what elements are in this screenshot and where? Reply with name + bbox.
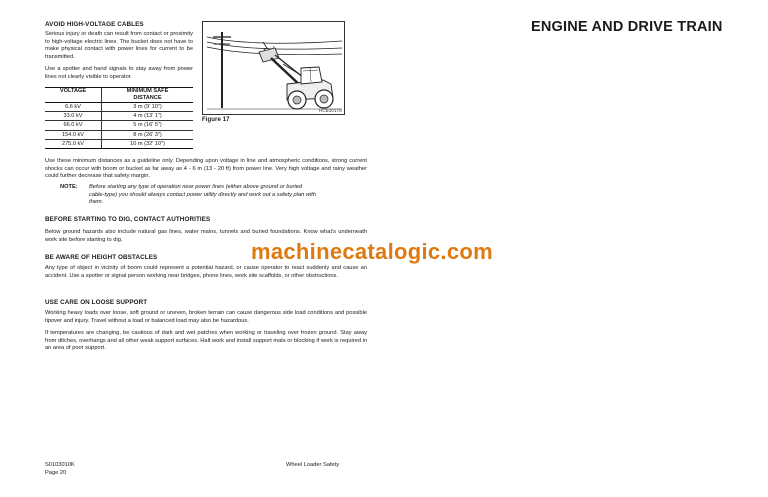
table-header-voltage: VOLTAGE <box>45 88 102 103</box>
footer-doc-number: S0103010K <box>45 462 75 468</box>
table-row <box>45 130 193 139</box>
table-header-row <box>45 88 193 103</box>
section-title: ENGINE AND DRIVE TRAIN <box>531 19 723 35</box>
note-text-line1: Before starting any type of operation near power lines (either above ground or buried <box>89 184 303 190</box>
table-row <box>45 139 193 148</box>
table-cell-distance: 4 m (13' 1") <box>102 112 194 121</box>
watermark-text: machinecatalogic.com <box>251 239 493 264</box>
guideline-paragraph: Use these minimum distances as a guideline only. Depending upon voltage in line and atmospheric conditions, strong current shocks can occur with boom or bucket as far away as 4 - 6 m (13 - 20 ft) from power line. Very high voltage and rainy weather could further decrease that safety margin. <box>45 158 367 180</box>
heading-support: USE CARE ON LOOSE SUPPORT <box>45 299 148 306</box>
table-header-distance-line2: DISTANCE <box>133 95 162 101</box>
figure-caption: Figure 17 <box>202 117 230 123</box>
table-row <box>45 103 193 112</box>
heading-high-voltage: AVOID HIGH-VOLTAGE CABLES <box>45 21 144 28</box>
support-paragraph-2: If temperatures are changing, be cautious of dark and wet patches when working or traveling over frozen ground. Stay away from ditches, overhangs and all other weak support surfaces. Halt work and install support mats or blocking if work is required in an area of poor support. <box>45 330 367 352</box>
loader-power-line-illustration <box>203 22 344 114</box>
height-paragraph: Any type of object in vicinity of boom could represent a potential hazard, or cause operator to react suddenly and cause an accident. Use a spotter or signal person working near bridges, phone lines, work site scaffolds, or other obstructions. <box>45 265 367 279</box>
figure-loader-power-lines <box>202 21 345 115</box>
high-voltage-paragraph-1: Serious injury or death can result from contact or proximity to high-voltage electric lines. The bucket does not have to make physical contact with power lines for current to be transmitted. <box>45 31 193 60</box>
table-cell-voltage: 6.6 kV <box>45 103 102 112</box>
footer-page-number: Page 20 <box>45 470 67 476</box>
table-cell-distance: 3 m (9' 10") <box>102 103 194 112</box>
figure-code: HCB1017S <box>319 108 342 113</box>
note-text-line2: cable-type) you should always contact power utility directly and work out a safety plan with <box>89 191 316 198</box>
footer-doc-title: Wheel Loader Safety <box>286 462 340 468</box>
table-cell-voltage: 275.0 kV <box>45 139 102 148</box>
table-cell-distance: 8 m (26' 3") <box>102 130 194 139</box>
table-header-distance <box>102 88 194 103</box>
table-header-distance-line1: MINIMUM SAFE <box>126 88 169 94</box>
note-text-line3: them. <box>89 199 104 206</box>
heading-dig: BEFORE STARTING TO DIG, CONTACT AUTHORITIES <box>45 216 211 223</box>
note-text <box>89 184 369 207</box>
table-cell-voltage: 33.0 kV <box>45 112 102 121</box>
table-row <box>45 112 193 121</box>
note-label: NOTE: <box>60 184 78 190</box>
table-cell-distance: 5 m (16' 5") <box>102 121 194 130</box>
table-cell-voltage: 154.0 kV <box>45 130 102 139</box>
support-paragraph-1: Working heavy loads over loose, soft ground or uneven, broken terrain can cause dangerous side load conditions and possible tipover and injury. Travel without a load or balanced load may also be hazardous. <box>45 310 367 324</box>
heading-height: BE AWARE OF HEIGHT OBSTACLES <box>45 254 158 261</box>
dig-paragraph: Below ground hazards also include natural gas lines, water mains, tunnels and buried foundations. Know what's underneath work site before starting to dig. <box>45 229 367 243</box>
table-cell-distance: 10 m (32' 10") <box>102 139 194 148</box>
table-row <box>45 121 193 130</box>
table-cell-voltage: 66.0 kV <box>45 121 102 130</box>
voltage-distance-table <box>45 87 193 149</box>
high-voltage-paragraph-2: Use a spotter and hand signals to stay away from power lines not clearly visible to operator. <box>45 66 193 80</box>
